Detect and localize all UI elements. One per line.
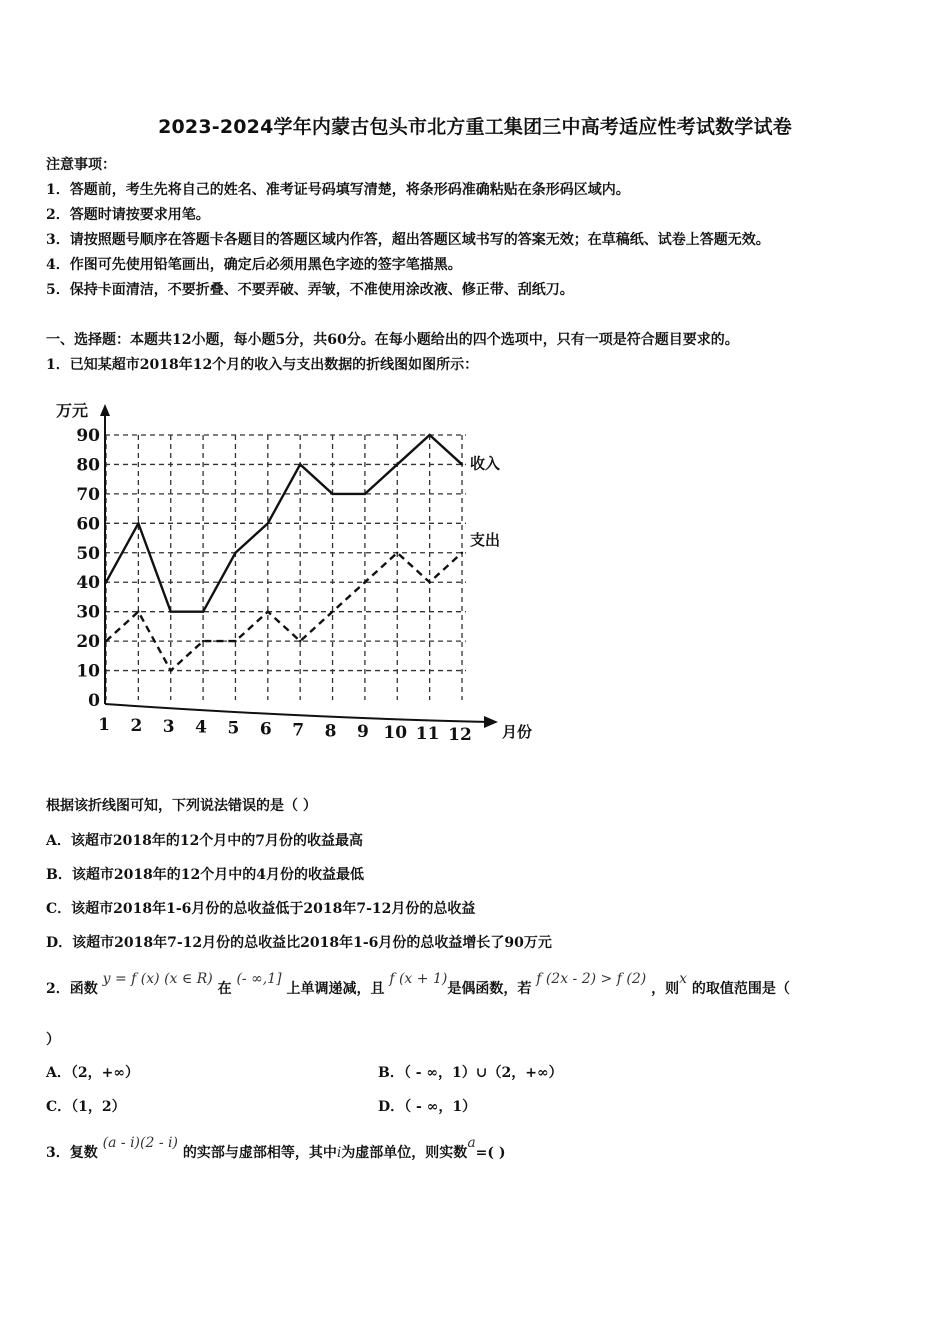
y-tick-label: 0 bbox=[88, 691, 100, 711]
q2-text: 2．函数 bbox=[46, 981, 98, 997]
x-tick-label: 9 bbox=[356, 722, 369, 743]
q2-option-c: C．（1，2） bbox=[46, 1099, 126, 1115]
data-point bbox=[202, 610, 204, 612]
q3-math-i: i bbox=[336, 1145, 342, 1161]
question-1-prompt: 根据该折线图可知，下列说法错误的是（ ） bbox=[46, 798, 317, 814]
q2-math-interval: (- ∞,1] bbox=[236, 971, 282, 987]
data-point bbox=[331, 610, 333, 612]
data-point bbox=[428, 581, 430, 583]
data-point bbox=[267, 522, 269, 524]
notice-item: 4．作图可先使用铅笔画出，确定后必须用黑色字迹的签字笔描黑。 bbox=[46, 257, 462, 273]
q2-option-b: B．（ - ∞，1）∪（2，+∞） bbox=[378, 1065, 563, 1081]
option-d: D．该超市2018年7-12月份的总收益比2018年1-6月份的总收益增长了90万元 bbox=[46, 935, 552, 951]
y-axis-label: 万元 bbox=[56, 401, 89, 420]
data-point bbox=[105, 640, 107, 642]
q2-text: 在 bbox=[217, 981, 232, 997]
x-tick-label: 4 bbox=[195, 717, 208, 738]
y-tick-label: 60 bbox=[76, 514, 100, 535]
x-tick-label: 8 bbox=[324, 721, 337, 742]
x-tick-label: 5 bbox=[227, 718, 240, 739]
data-point bbox=[461, 552, 463, 554]
q2-text: ，则 bbox=[651, 981, 680, 997]
x-axis-arrow bbox=[484, 716, 498, 728]
data-point bbox=[364, 493, 366, 495]
y-tick-label: 90 bbox=[76, 426, 100, 446]
data-point bbox=[364, 581, 366, 583]
q3-math-a: a bbox=[467, 1135, 476, 1151]
data-point bbox=[137, 522, 139, 524]
x-tick-label: 10 bbox=[383, 723, 408, 744]
line-chart bbox=[50, 390, 533, 750]
x-tick-label: 1 bbox=[98, 715, 110, 735]
y-tick-label: 40 bbox=[76, 573, 100, 594]
data-point bbox=[234, 640, 236, 642]
y-tick-label: 50 bbox=[76, 543, 100, 564]
data-point bbox=[299, 640, 301, 642]
x-tick-label: 2 bbox=[130, 715, 143, 736]
y-tick-label: 30 bbox=[76, 602, 100, 623]
data-point bbox=[105, 581, 107, 583]
data-point bbox=[170, 610, 172, 612]
series-label: 支出 bbox=[470, 530, 501, 549]
q2-text: 的取值范围是（ bbox=[691, 981, 790, 997]
notice-item: 5．保持卡面清洁，不要折叠、不要弄破、弄皱，不准使用涂改液、修正带、刮纸刀。 bbox=[46, 282, 574, 298]
section-heading: 一、选择题：本题共12小题，每小题5分，共60分。在每小题给出的四个选项中，只有一项是符合题目要求的。 bbox=[46, 332, 739, 348]
data-point bbox=[331, 493, 333, 495]
question-2-close: ） bbox=[46, 1032, 60, 1048]
y-tick-label: 80 bbox=[76, 455, 100, 476]
data-point bbox=[396, 552, 398, 554]
q3-text: 3．复数 bbox=[46, 1145, 98, 1161]
option-c: C．该超市2018年1-6月份的总收益低于2018年7-12月份的总收益 bbox=[46, 901, 476, 917]
data-point bbox=[428, 434, 430, 436]
x-tick-label: 11 bbox=[415, 724, 440, 744]
option-b: B．该超市2018年的12个月中的4月份的收益最低 bbox=[46, 867, 365, 883]
question-2-stem bbox=[46, 971, 790, 998]
question-3-stem bbox=[46, 1135, 506, 1162]
y-tick-label: 10 bbox=[76, 661, 100, 682]
data-point bbox=[461, 463, 463, 465]
q3-text: 的实部与虚部相等，其中 bbox=[182, 1145, 337, 1161]
x-tick-label: 6 bbox=[259, 719, 272, 740]
data-point bbox=[299, 463, 301, 465]
x-tick-label: 3 bbox=[162, 716, 175, 737]
x-tick-label: 7 bbox=[292, 720, 305, 741]
y-tick-label: 20 bbox=[76, 632, 100, 653]
y-axis-arrow bbox=[100, 404, 110, 416]
option-a: A．该超市2018年的12个月中的7月份的收益最高 bbox=[46, 833, 364, 849]
page-title: 2023-2024学年内蒙古包头市北方重工集团三中高考适应性考试数学试卷 bbox=[158, 116, 792, 138]
q2-math-shift: f (x + 1) bbox=[389, 971, 448, 987]
y-tick-label: 70 bbox=[76, 484, 100, 505]
x-axis-label: 月份 bbox=[502, 723, 533, 741]
data-point bbox=[202, 640, 204, 642]
notice-item: 3．请按照题号顺序在答题卡各题目的答题区域内作答，超出答题区域书写的答案无效；在草稿纸、试卷上答题无效。 bbox=[46, 232, 770, 248]
data-point bbox=[234, 552, 236, 554]
q2-text: 上单调递减，且 bbox=[286, 981, 385, 997]
data-point bbox=[267, 610, 269, 612]
q2-math-inequality: f (2x - 2) > f (2) bbox=[536, 971, 647, 987]
q2-math-x: x bbox=[679, 971, 687, 987]
q3-text: =( ) bbox=[475, 1145, 506, 1161]
question-1-stem: 1．已知某超市2018年12个月的收入与支出数据的折线图如图所示： bbox=[46, 357, 479, 373]
q3-text: 为虚部单位，则实数 bbox=[341, 1145, 468, 1161]
q2-option-a: A．（2，+∞） bbox=[46, 1065, 139, 1081]
q2-option-d: D．（ - ∞，1） bbox=[378, 1099, 477, 1115]
data-point bbox=[137, 610, 139, 612]
notice-item: 1．答题前，考生先将自己的姓名、准考证号码填写清楚，将条形码准确粘贴在条形码区域内。 bbox=[46, 182, 630, 198]
data-point bbox=[170, 669, 172, 671]
q2-text: 是偶函数，若 bbox=[447, 981, 532, 997]
series-label: 收入 bbox=[470, 454, 501, 473]
data-point bbox=[396, 463, 398, 465]
notice-item: 2．答题时请按要求用笔。 bbox=[46, 207, 210, 223]
q3-math-complex: (a - i)(2 - i) bbox=[102, 1135, 178, 1151]
notice-heading: 注意事项： bbox=[46, 157, 116, 173]
q2-math-function: y = f (x) (x ∈ R) bbox=[102, 971, 213, 987]
x-tick-label: 12 bbox=[448, 724, 472, 745]
